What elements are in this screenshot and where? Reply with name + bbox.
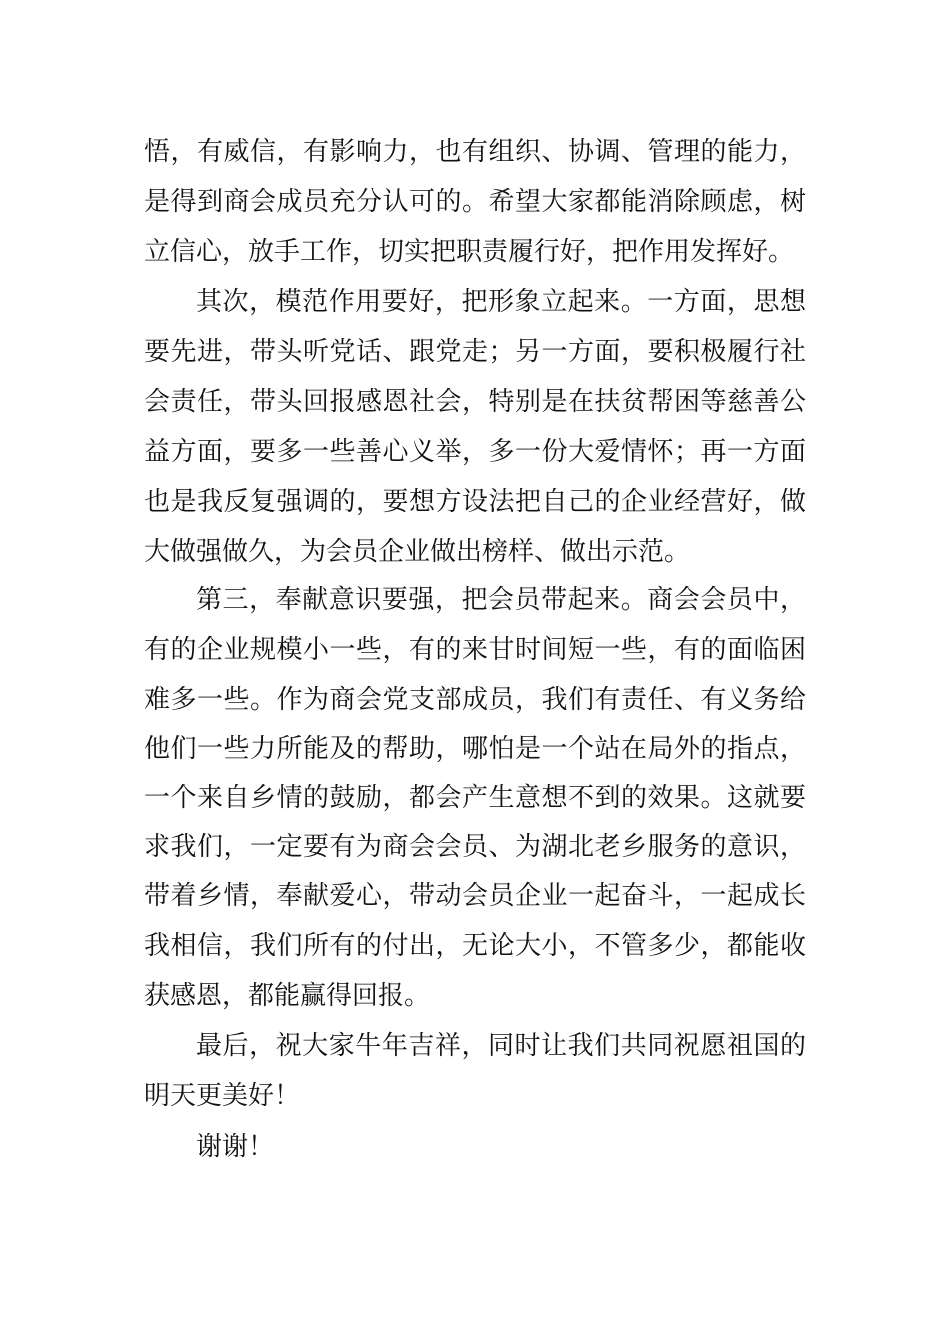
text-line: 是得到商会成员充分认可的。希望大家都能消除顾虑，树 (144, 187, 806, 217)
text-line: 我相信，我们所有的付出，无论大小，不管多少，都能收 (144, 931, 806, 961)
text-line: 明天更美好！ (144, 1081, 301, 1111)
text-line: 悟，有威信，有影响力，也有组织、协调、管理的能力， (144, 137, 806, 167)
text-line: 要先进，带头听党话、跟党走；另一方面，要积极履行社 (144, 337, 806, 367)
text-line: 他们一些力所能及的帮助，哪怕是一个站在局外的指点， (144, 734, 806, 764)
text-line: 一个来自乡情的鼓励，都会产生意想不到的效果。这就要 (144, 783, 806, 813)
text-line: 立信心，放手工作，切实把职责履行好，把作用发挥好。 (144, 237, 795, 267)
text-line: 会责任，带头回报感恩社会，特别是在扶贫帮困等慈善公 (144, 387, 806, 417)
paragraph-start-line: 最后，祝大家牛年吉祥，同时让我们共同祝愿祖国的 (196, 1031, 806, 1061)
text-line: 带着乡情，奉献爱心，带动会员企业一起奋斗，一起成长 (144, 881, 806, 911)
text-line: 获感恩，都能赢得回报。 (144, 981, 431, 1011)
text-line: 难多一些。作为商会党支部成员，我们有责任、有义务给 (144, 685, 806, 715)
closing-line: 谢谢！ (196, 1132, 275, 1162)
text-line: 也是我反复强调的，要想方设法把自己的企业经营好，做 (144, 487, 806, 517)
paragraph-start-line: 其次，模范作用要好，把形象立起来。一方面，思想 (196, 287, 806, 317)
text-line: 大做强做久，为会员企业做出榜样、做出示范。 (144, 537, 691, 567)
text-line: 有的企业规模小一些，有的来甘时间短一些，有的面临困 (144, 635, 806, 665)
paragraph-start-line: 第三，奉献意识要强，把会员带起来。商会会员中， (196, 585, 806, 615)
text-line: 益方面，要多一些善心义举，多一份大爱情怀；再一方面 (144, 437, 806, 467)
text-line: 求我们，一定要有为商会会员、为湖北老乡服务的意识， (144, 832, 806, 862)
